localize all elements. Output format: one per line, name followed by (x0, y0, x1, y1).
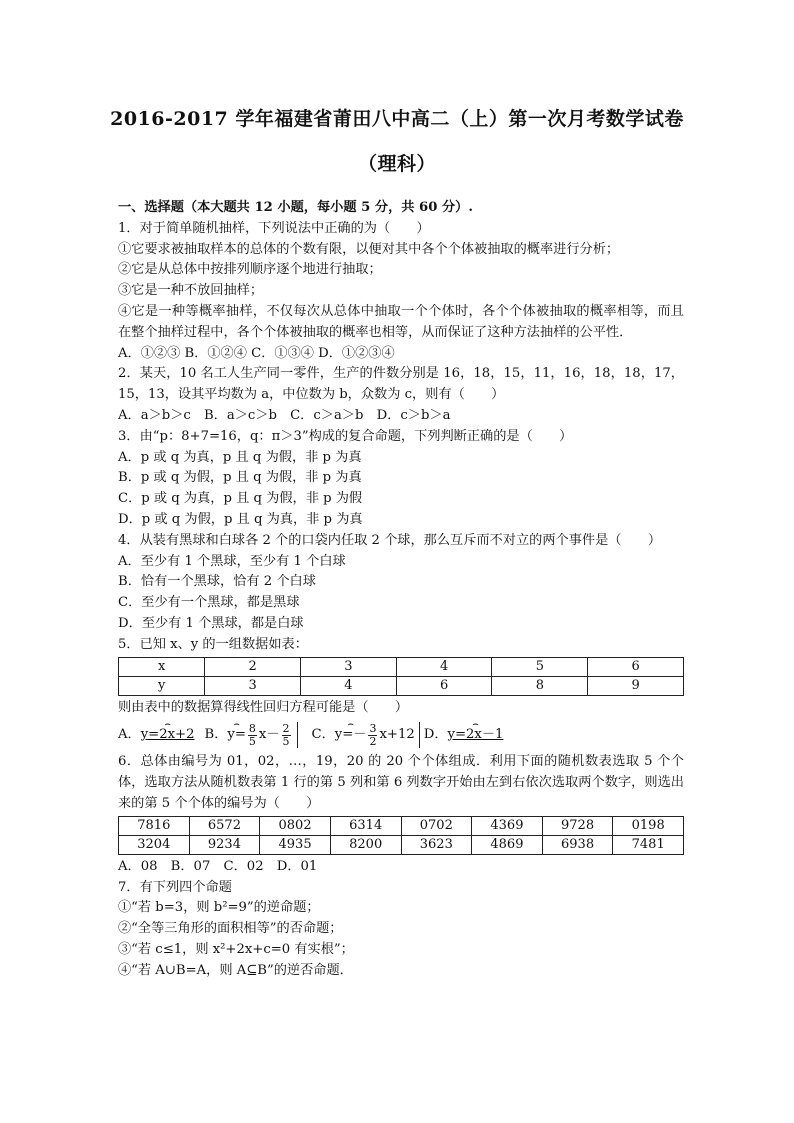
q6-options: A．08 B．07 C．02 D．01 (118, 858, 318, 874)
section-heading: 一、选择题（本大题共 12 小题，每小题 5 分，共 60 分）. (118, 200, 473, 215)
fraction-numerator: 2 (282, 721, 290, 735)
table-cell: x (119, 657, 205, 676)
q5-option-b (205, 722, 302, 748)
regression-formula-a: ⌢ y=2x+2 (141, 725, 195, 746)
q5-data-table (118, 657, 684, 696)
option-label: B． (204, 726, 228, 742)
q7-proposition-3: ③“若 c≤1，则 x²+2x+c=0 有实根”； (118, 941, 354, 957)
table-cell: 9728 (542, 816, 613, 835)
table-cell: 9 (588, 676, 684, 695)
q6-random-number-table (118, 816, 684, 855)
q5-option-c (312, 722, 424, 748)
table-cell: 3 (205, 676, 301, 695)
table-cell: 8 (492, 676, 588, 695)
q4-option-b: B．恰有一个黑球，恰有 2 个白球 (118, 574, 316, 590)
table-cell: 6938 (542, 835, 613, 854)
option-label: D． (423, 726, 448, 742)
table-cell: 3623 (401, 835, 472, 854)
table-cell: 8200 (330, 835, 401, 854)
q4-option-d: D．至少有 1 个黑球，都是白球 (118, 615, 304, 631)
q1-options: A．①②③ B．①②④ C．①③④ D．①②③④ (118, 345, 395, 361)
exam-title: 2016-2017 学年福建省莆田八中高二（上）第一次月考数学试卷 (110, 108, 684, 130)
q1-statement-2: ②它是从总体中按排列顺序逐个地进行抽取； (118, 262, 382, 278)
table-cell: 6 (396, 676, 492, 695)
q4-stem: 4．从装有黑球和白球各 2 个的口袋内任取 2 个球，那么互斥而不对立的两个事件是（ ） (118, 532, 662, 548)
option-label: A． (118, 726, 141, 742)
table-cell: 7481 (613, 835, 684, 854)
fraction-denominator: 5 (282, 734, 290, 748)
table-cell: 9234 (189, 835, 260, 854)
exam-subtitle: （理科） (357, 153, 436, 175)
exam-content (118, 198, 684, 982)
q7-proposition-2: ②“全等三角形的面积相等”的否命题； (118, 921, 343, 937)
table-cell: 0702 (401, 816, 472, 835)
q3-option-a: A．p 或 q 为真，p 且 q 为假，非 p 为真 (118, 449, 362, 465)
fraction-numerator: 8 (248, 721, 256, 735)
q5-option-a (118, 725, 195, 746)
table-row (119, 657, 684, 676)
q4-option-a: A．至少有 1 个黑球，至少有 1 个白球 (118, 553, 346, 569)
q1-statement-3: ③它是一种不放回抽样； (118, 283, 264, 299)
table-cell: 4935 (260, 835, 331, 854)
q1-statement-4: ④它是一种等概率抽样，不仅每次从总体中抽取一个个体时，各个个体被抽取的概率相等，而且在整个抽样过程中，各个个体被抽取的概率也相等，从而保证了这种方法抽样的公平性． (118, 303, 684, 340)
fraction-numerator: 3 (369, 721, 377, 735)
fraction (282, 723, 291, 748)
fraction (248, 723, 257, 748)
divider (419, 722, 420, 748)
q3-stem: 3．由“p：8+7=16，q：π＞3”构成的复合命题，下列判断正确的是（ ） (118, 428, 573, 444)
table-cell: 4 (396, 657, 492, 676)
table-cell: 2 (205, 657, 301, 676)
q1-stem: 1．对于简单随机抽样，下列说法中正确的为（ ） (118, 220, 430, 236)
q7-proposition-1: ①“若 b=3，则 b²=9”的逆命题； (118, 900, 320, 916)
fraction-denominator: 2 (369, 734, 377, 748)
formula-part: ⌢ y=－ (335, 725, 367, 746)
table-cell: 4869 (472, 835, 543, 854)
table-cell: 0802 (260, 816, 331, 835)
table-row (119, 835, 684, 854)
formula-part: x+12 (379, 726, 415, 742)
table-cell: 6572 (189, 816, 260, 835)
q6-stem: 6．总体由编号为 01，02，…，19，20 的 20 个个体组成．利用下面的随机数表选取 5 个个体，选取方法从随机数表第 1 行的第 5 列和第 6 列数字开始由左到右依次选取两个数字，则选出来的第 5 个个体的编号为（ ） (118, 754, 684, 811)
q3-option-d: D．p 或 q 为假，p 且 q 为真，非 p 为真 (118, 511, 363, 527)
q5-option-d (424, 725, 504, 746)
q7-proposition-4: ④“若 A∪B=A，则 A⊆B”的逆否命题． (118, 962, 353, 978)
table-row (119, 676, 684, 695)
regression-formula-d: ⌢ y=2x－1 (448, 725, 504, 746)
divider (297, 722, 298, 748)
q1-statement-1: ①它要求被抽取样本的总体的个数有限，以便对其中各个个体被抽取的概率进行分析； (118, 241, 620, 257)
table-cell: 4369 (472, 816, 543, 835)
table-cell: 5 (492, 657, 588, 676)
option-label: C． (311, 726, 335, 742)
q3-option-b: B．p 或 q 为假，p 且 q 为假，非 p 为真 (118, 470, 362, 486)
q2-options: A．a＞b＞c B．a＞c＞b C．c＞a＞b D．c＞b＞a (118, 407, 451, 423)
q5-options (118, 718, 684, 752)
q4-option-c: C．至少有一个黑球，都是黑球 (118, 595, 300, 611)
q3-option-c: C．p 或 q 为真，p 且 q 为假，非 p 为假 (118, 491, 363, 507)
table-row (119, 816, 684, 835)
table-cell: 7816 (119, 816, 190, 835)
table-cell: 0198 (613, 816, 684, 835)
table-cell: 6 (588, 657, 684, 676)
fraction (368, 723, 377, 748)
q5-stem: 5．已知 x、y 的一组数据如表： (118, 636, 308, 652)
table-cell: 3204 (119, 835, 190, 854)
q2-stem: 2．某天，10 名工人生产同一零件，生产的件数分别是 16，18，15，11，16，18，18，17，15，13，设其平均数为 a，中位数为 b，众数为 c，则有（ ） (118, 366, 684, 403)
q7-stem: 7．有下列四个命题 (118, 879, 232, 895)
formula-part: ⌢ y= (227, 725, 246, 746)
table-cell: 4 (300, 676, 396, 695)
table-cell: 3 (300, 657, 396, 676)
table-cell: 6314 (330, 816, 401, 835)
q5-follow: 则由表中的数据算得线性回归方程可能是（ ） (118, 699, 409, 715)
fraction-denominator: 5 (248, 734, 256, 748)
table-cell: y (119, 676, 205, 695)
formula-part: x－ (258, 726, 280, 742)
